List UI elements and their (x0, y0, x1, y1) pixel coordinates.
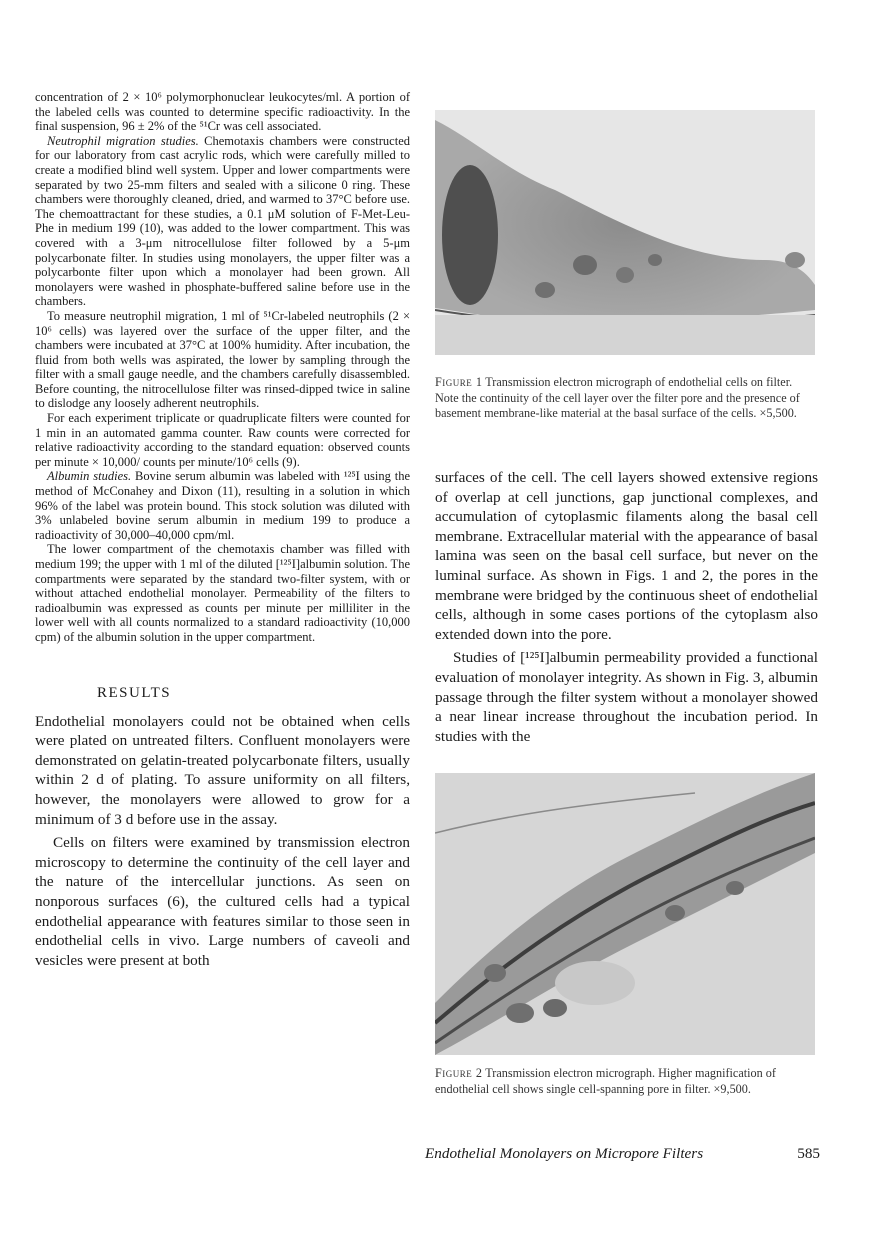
paragraph-body: Bovine serum albumin was labeled with ¹²⁵I using the method of McConahey and Dixon (11), resulting in a solution in which 96% of the label was protein bound. This stock solution was diluted with 3% unlabeled bovine serum albumin in medium 199 to produce a radioactivity of 30,000–40,000 cpm/ml. (35, 469, 411, 542)
paragraph (35, 134, 410, 309)
paragraph-body: Chemotaxis chambers were constructed for our laboratory from cast acrylic rods, which were carefully milled to create a modified blind well system. Upper and lower compartments were separated by two 25-mm filters and sealed with a silicone 0 ring. These chambers were thoroughly cleaned, dried, and warmed to 37°C before use. The chemoattractant for these studies, a 0.1 μM solution of F-Met-Leu-Phe in medium 199 (10), was added to the lower compartment. This was covered with a 3-μm nitrocellulose filter followed by a 5-μm polycarbonate filter. In studies using monolayers, the upper filter was a polycarbonte filter upon which a monolayer had been grown. All monolayers were washed in phosphate-buffered saline before use in the chambers. (35, 133, 410, 309)
page-footer (425, 1145, 820, 1165)
paragraph: concentration of 2 × 10⁶ polymorphonuclear leukocytes/ml. A portion of the labeled cells was counted to determine specific radioactivity. In the final suspension, 96 ± 2% of the ⁵¹Cr was cell associated. (35, 90, 410, 134)
page-number: 585 (797, 1145, 820, 1162)
paragraph (35, 469, 410, 542)
results-text (35, 712, 410, 971)
methods-text (35, 90, 410, 645)
section-heading: RESULTS (97, 684, 172, 701)
figure-label: Figure 1 (435, 375, 483, 389)
figure-1-micrograph (435, 110, 815, 355)
paragraph: Endothelial monolayers could not be obtained when cells were plated on untreated filters. Confluent monolayers were demonstrated on gelatin-treated polycarbonate filters, usually within 2 d of plating. To assure uniformity on all filters, however, the monolayers were allowed to grow for a minimum of 3 d before use in the assay. (35, 712, 410, 828)
running-title: Endothelial Monolayers on Micropore Filters (425, 1145, 704, 1162)
micrograph-image (435, 110, 815, 355)
paragraph: surfaces of the cell. The cell layers showed extensive regions of overlap at cell junctions, gap junctional complexes, and accumulation of cytoplasmic filaments along the basal cell membrane. Extracellular material with the appearance of basal lamina was seen on the basal cell surface, but never on the luminal surface. As shown in Figs. 1 and 2, the pores in the membrane were bridged by the continuous sheet of endothelial cells, although in some cases portions of the cytoplasm also extended down into the pore. (435, 469, 818, 643)
caption-text: Transmission electron micrograph. Higher magnification of endothelial cell shows single cell-spanning pore in filter. ×9,500. (435, 1066, 776, 1096)
paragraph: For each experiment triplicate or quadruplicate filters were counted for 1 min in an automated gamma counter. Raw counts were corrected for relative radioactivity according to the standard equation: observed counts per minute × 10,000/ counts per minute/10⁶ cells (9). (35, 411, 410, 469)
paragraph: Studies of [¹²⁵I]albumin permeability provided a functional evaluation of monolayer integrity. As shown in Fig. 3, albumin passage through the filter system without a monolayer showed a near linear increase throughout the incubation period. In studies with the (435, 649, 818, 745)
figure-2-caption (435, 1066, 815, 1097)
subsection-heading: Neutrophil migration studies. (47, 133, 199, 148)
micrograph-image (435, 773, 815, 1055)
right-column (435, 468, 818, 750)
subsection-heading: Albumin studies. (47, 469, 132, 484)
figure-1-caption (435, 375, 815, 422)
paragraph: The lower compartment of the chemotaxis chamber was filled with medium 199; the upper with 1 ml of the diluted [¹²⁵I]albumin solution. The compartments were separated by the standard two-filter system, with or without attached endothelial monolayer. Permeability of the filters to radioalbumin was expressed as counts per minute per milliliter in the lower well with all counts normalized to a standard radioactivity (10,000 cpm) of the albumin solution in the upper compartment. (35, 542, 410, 644)
left-column (35, 90, 410, 974)
figure-2-micrograph (435, 773, 815, 1055)
paragraph: To measure neutrophil migration, 1 ml of ⁵¹Cr-labeled neutrophils (2 × 10⁶ cells) was layered over the surface of the upper filter, and the chambers were incubated at 37°C at 100% humidity. After incubation, the fluid from both wells was aspirated, the lower by sampling through the filter with a small gauge needle, and the chambers carefully disassembled. Before counting, the nitrocellulose filter was rinsed-dipped twice in saline to dislodge any loosely adherent neutrophils. (35, 308, 410, 411)
caption-text: Transmission electron micrograph of endothelial cells on filter. Note the continuity of the cell layer over the filter pore and the presence of basement membrane-like material at the basal surface of the cells. ×5,500. (435, 375, 800, 420)
paragraph: Cells on filters were examined by transmission electron microscopy to determine the continuity of the cell layer and the nature of the intercellular junctions. As seen on nonporous surfaces (6), the cultured cells had a typical endothelial appearance with features similar to those seen in endothelial cells in vivo. Large numbers of caveoli and vesicles were present at both (35, 834, 410, 969)
figure-label: Figure 2 (435, 1066, 483, 1080)
